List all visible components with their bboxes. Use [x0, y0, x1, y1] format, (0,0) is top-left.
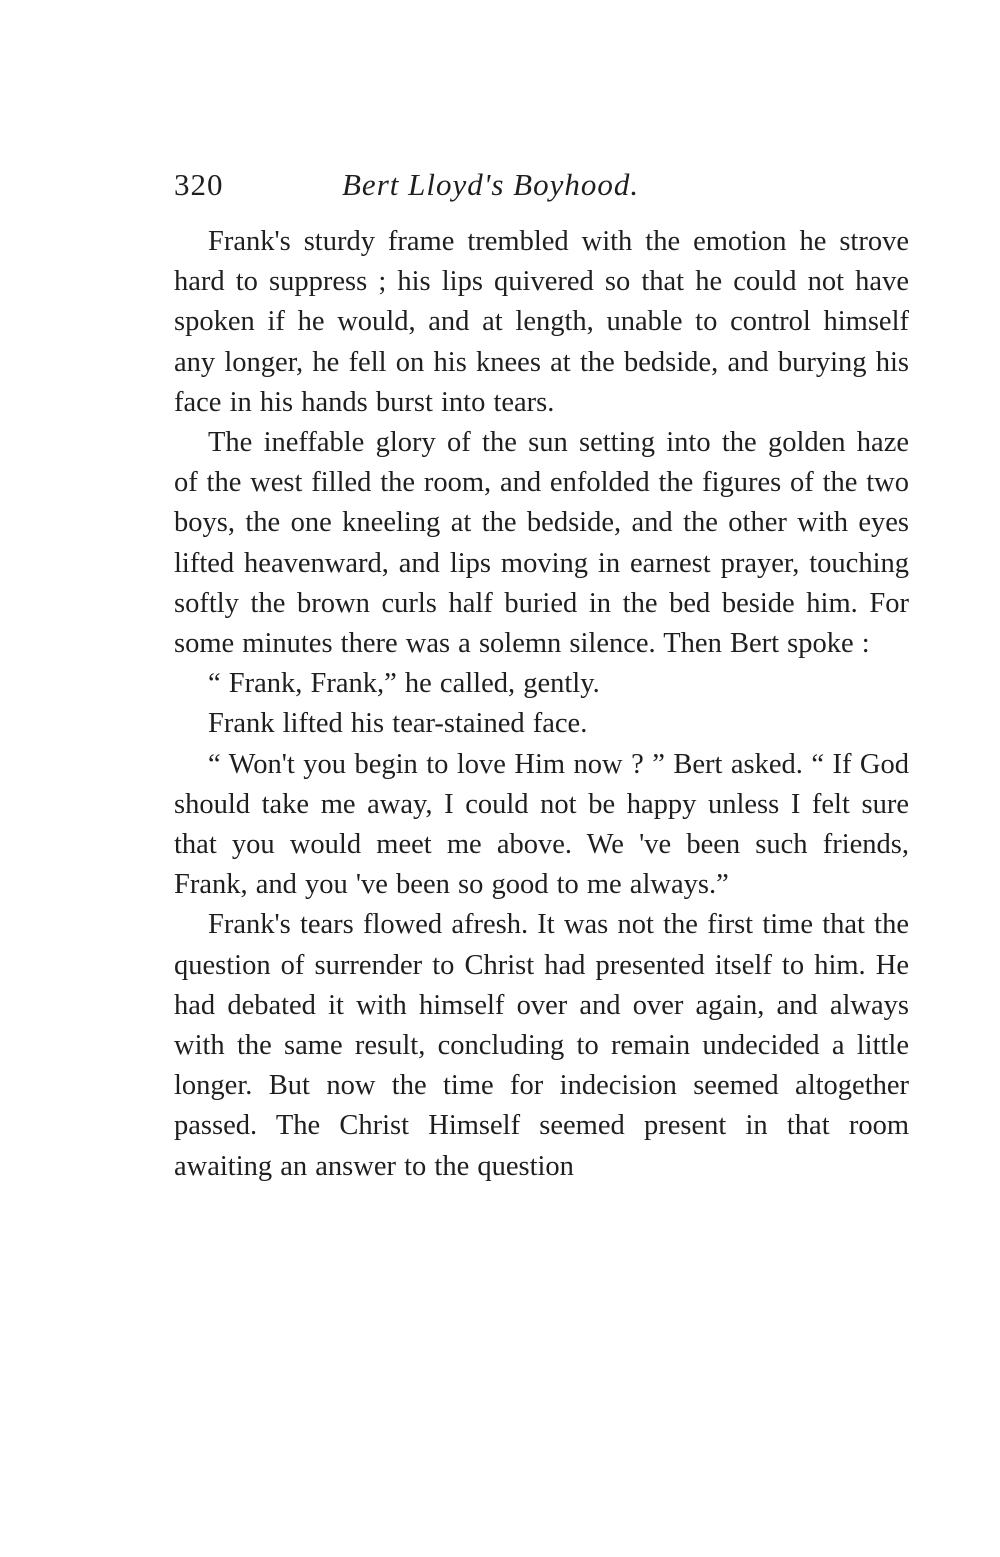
running-head — [174, 162, 914, 208]
paragraph: The ineffable glory of the sun setting into the golden haze of the west filled the room, and enfolded the figures of the two boys, the one kneeling at the bedside, and the other with eyes lifted heavenward, and lips moving in earnest prayer, touching softly the brown curls half buried in the bed beside him. For some minutes there was a solemn silence. Then Bert spoke : — [174, 427, 909, 660]
paragraph: Frank's tears flowed afresh. It was not the first time that the question of surrender to Christ had presented itself to him. He had debated it with himself over and over again, and always with the same result, concluding to remain undecided a little longer. But now the time for indecision seemed altogether passed. The Christ Himself seemed present in that room awaiting an answer to the question — [174, 909, 909, 1182]
book-title: Bert Lloyd's Boyhood. — [342, 167, 640, 202]
paragraph: “ Won't you begin to love Him now ? ” Bert asked. “ If God should take me away, I could not be happy unless I felt sure that you would meet me above. We 've been such friends, Frank, and you 've been so good to me always.” — [174, 748, 909, 901]
paragraph: Frank lifted his tear-stained face. — [208, 708, 588, 740]
paragraph: Frank's sturdy frame trembled with the emotion he strove hard to suppress ; his lips quivered so that he could not have spoken if he would, and at length, unable to control himself any longer, he fell on his knees at the bedside, and burying his face in his hands burst into tears. — [174, 226, 909, 418]
page-number: 320 — [174, 167, 224, 202]
body-text — [174, 222, 909, 1187]
paragraph: “ Frank, Frank,” he called, gently. — [208, 668, 600, 700]
